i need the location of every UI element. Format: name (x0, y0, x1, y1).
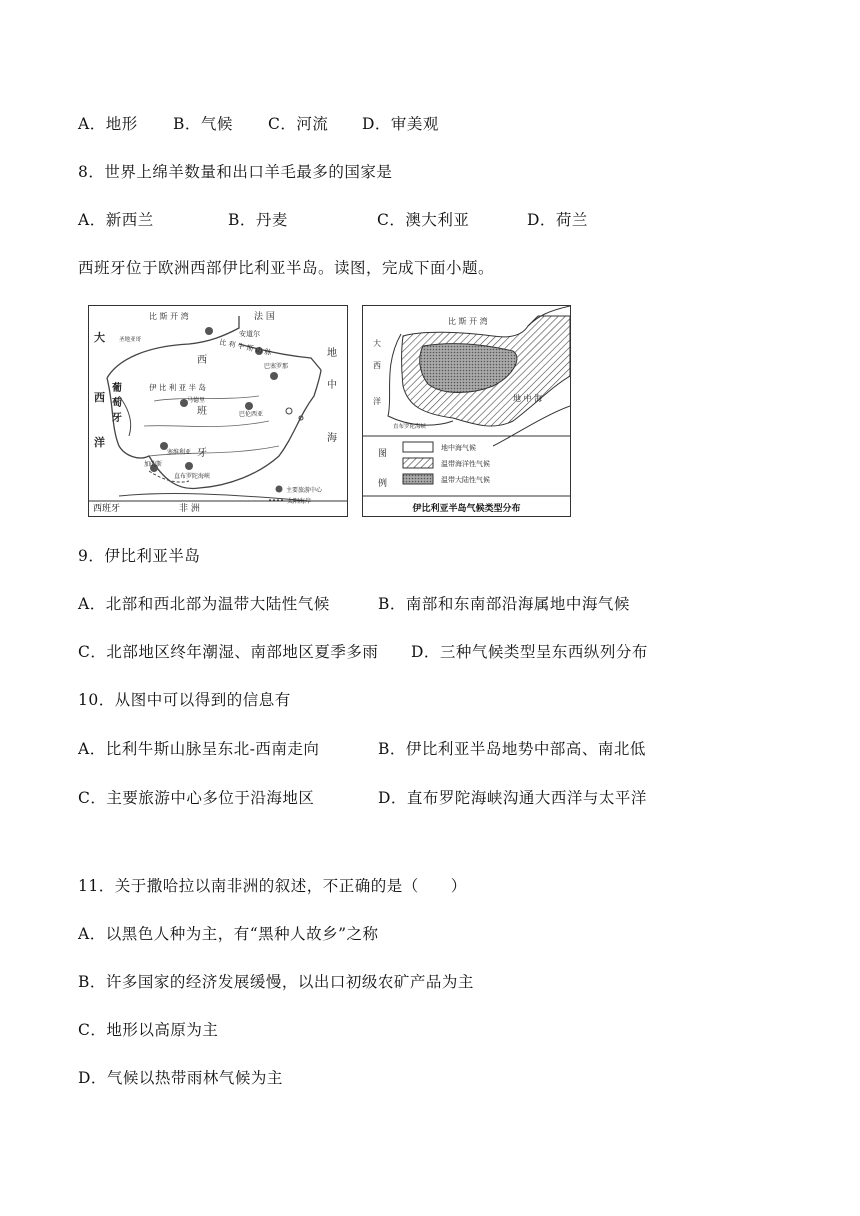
map2-atl3: 洋 (373, 397, 381, 406)
q8-option-a: A．新西兰 (78, 211, 154, 229)
map1-valencia: 巴伦西亚 (239, 411, 264, 418)
q7-option-d: D．审美观 (362, 115, 439, 133)
map2-legend-oceanic: 温带海洋性气候 (441, 460, 490, 468)
map1-seville: 塞维利亚 (167, 449, 192, 456)
q11-option-d: D．气候以热带雨林气候为主 (78, 1069, 283, 1087)
map1-hai: 海 (327, 433, 337, 444)
q9-option-b: B．南部和东南部沿海属地中海气候 (378, 595, 630, 613)
map1-ban: 班 (197, 406, 207, 417)
map1-ya: 牙 (112, 413, 122, 424)
q9-option-a: A．北部和西北部为温带大陆性气候 (78, 595, 330, 613)
map1-santiago: 圣地亚哥 (119, 337, 142, 343)
map1-cadiz: 加的斯 (144, 461, 163, 468)
q9-option-d: D．三种气候类型呈东西纵列分布 (411, 643, 648, 661)
q10-option-a: A．比利牛斯山脉呈东北-西南走向 (78, 740, 320, 758)
q10-stem: 10．从图中可以得到的信息有 (78, 691, 291, 709)
q8-option-c: C．澳大利亚 (377, 211, 470, 229)
map1-pu: 葡 (112, 383, 122, 394)
map1-xi: 西 (197, 355, 207, 366)
map2-med: 地 中 海 (513, 394, 543, 403)
map1-legend-coast: 太阳海岸 (287, 498, 312, 505)
map2-legend-med: 地中海气候 (441, 444, 476, 452)
map2-atl2: 西 (373, 361, 381, 370)
passage-intro: 西班牙位于欧洲西部伊比利亚半岛。读图，完成下面小题。 (78, 259, 495, 277)
map1-africa: 非 洲 (179, 504, 200, 514)
map1-caption: 西班牙 (93, 504, 121, 514)
map1-ya2: 牙 (197, 448, 207, 459)
spain-map (88, 305, 348, 517)
map1-xi-ocean: 西 (94, 391, 105, 404)
map1-tao: 萄 (112, 398, 122, 409)
map1-andorra: 安道尔 (239, 330, 260, 338)
map1-peninsula: 伊 比 利 亚 半 岛 (149, 383, 206, 392)
q8-option-b: B．丹麦 (228, 211, 288, 229)
map2-legend-continental: 温带大陆性气候 (441, 476, 490, 484)
map2-gibraltar: 直布罗陀海峡 (393, 424, 427, 430)
map1-gibraltar: 直布罗陀海峡 (174, 473, 211, 480)
map1-di: 地 (327, 348, 337, 359)
map1-france: 法 国 (254, 312, 275, 322)
q7-option-c: C．河流 (268, 115, 329, 133)
climate-map (362, 305, 571, 517)
map1-barcelona: 巴塞罗那 (264, 363, 289, 370)
q10-option-d: D．直布罗陀海峡沟通大西洋与太平洋 (378, 789, 647, 807)
q9-stem: 9．伊比利亚半岛 (78, 547, 201, 565)
map2-legend-li: 例 (378, 479, 388, 489)
q7-option-b: B．气候 (173, 115, 233, 133)
q11-option-b: B．许多国家的经济发展缓慢，以出口初级农矿产品为主 (78, 973, 474, 991)
map1-mountains: 比 利 牛 斯 山 脉 (218, 338, 273, 358)
map2-atl1: 大 (373, 339, 381, 348)
q11-option-a: A．以黑色人种为主，有“黑种人故乡”之称 (78, 925, 379, 943)
map2-bay: 比 斯 开 湾 (448, 317, 488, 326)
q11-stem: 11．关于撒哈拉以南非洲的叙述，不正确的是（ ） (78, 877, 467, 895)
q8-stem: 8．世界上绵羊数量和出口羊毛最多的国家是 (78, 163, 393, 181)
map1-da: 大 (94, 331, 105, 344)
map1-madrid: 马德里 (187, 397, 206, 404)
q10-option-b: B．伊比利亚半岛地势中部高、南北低 (378, 740, 646, 758)
map1-bay: 比 斯 开 湾 (149, 312, 189, 321)
q9-option-c: C．北部地区终年潮湿、南部地区夏季多雨 (78, 643, 379, 661)
map2-caption: 伊比利亚半岛气候类型分布 (412, 504, 521, 514)
q11-option-c: C．地形以高原为主 (78, 1021, 219, 1039)
map1-yang: 洋 (94, 436, 105, 449)
map2-legend-tu: 图 (378, 449, 388, 459)
map1-legend-center: 主要旅游中心 (286, 487, 323, 494)
q8-option-d: D．荷兰 (527, 211, 588, 229)
map1-zhong: 中 (327, 380, 337, 391)
q10-option-c: C．主要旅游中心多位于沿海地区 (78, 789, 315, 807)
q7-option-a: A．地形 (78, 115, 138, 133)
